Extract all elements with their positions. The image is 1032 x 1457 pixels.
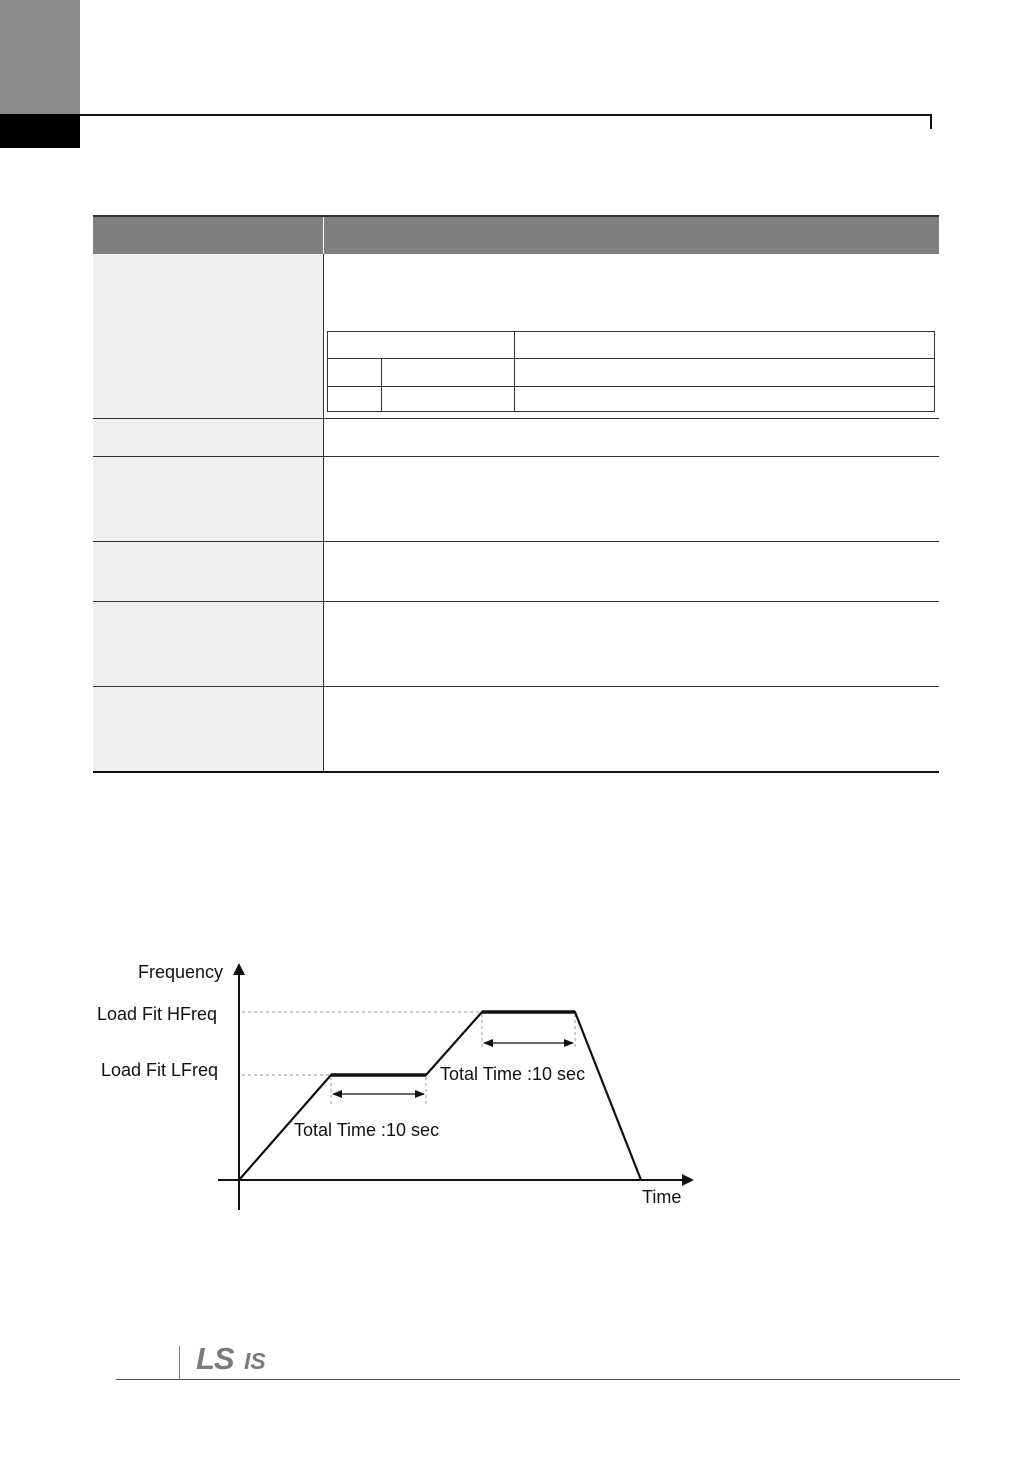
frequency-profile-line	[239, 1012, 641, 1180]
header-rule-end-tick	[930, 114, 932, 129]
y-axis-label: Frequency	[138, 962, 224, 982]
svg-text:IS: IS	[244, 1348, 266, 1374]
table-label-column	[93, 254, 323, 772]
sub-table-row-divider	[328, 358, 934, 359]
table-row-divider	[93, 601, 939, 602]
footer-tick	[179, 1346, 180, 1379]
low-freq-label: Load Fit LFreq	[101, 1060, 219, 1080]
table-row-divider	[93, 541, 939, 542]
table-column-divider	[323, 254, 324, 772]
sub-table-column-divider	[514, 332, 515, 411]
chapter-tab-marker	[0, 114, 80, 148]
x-axis-label: Time	[642, 1187, 682, 1207]
load-fit-frequency-diagram	[90, 955, 710, 1215]
table-row-divider	[93, 418, 939, 419]
lsis-logo	[196, 1340, 286, 1374]
chapter-tab-block	[0, 0, 80, 114]
low-interval-label: Total Time :10 sec	[294, 1120, 440, 1140]
footer-rule	[116, 1379, 960, 1380]
svg-text:LS: LS	[196, 1341, 234, 1374]
parameter-table	[93, 215, 939, 772]
high-interval-label: Total Time :10 sec	[440, 1064, 586, 1084]
table-row-divider	[93, 456, 939, 457]
high-freq-label: Load Fit HFreq	[97, 1004, 218, 1024]
option-sub-table	[327, 331, 935, 412]
table-row-divider	[93, 686, 939, 687]
table-header-row	[93, 215, 939, 254]
sub-table-column-divider	[381, 358, 382, 411]
sub-table-row-divider	[328, 386, 934, 387]
table-header-divider	[323, 217, 324, 256]
table-bottom-rule	[93, 771, 939, 773]
header-rule	[80, 114, 932, 116]
